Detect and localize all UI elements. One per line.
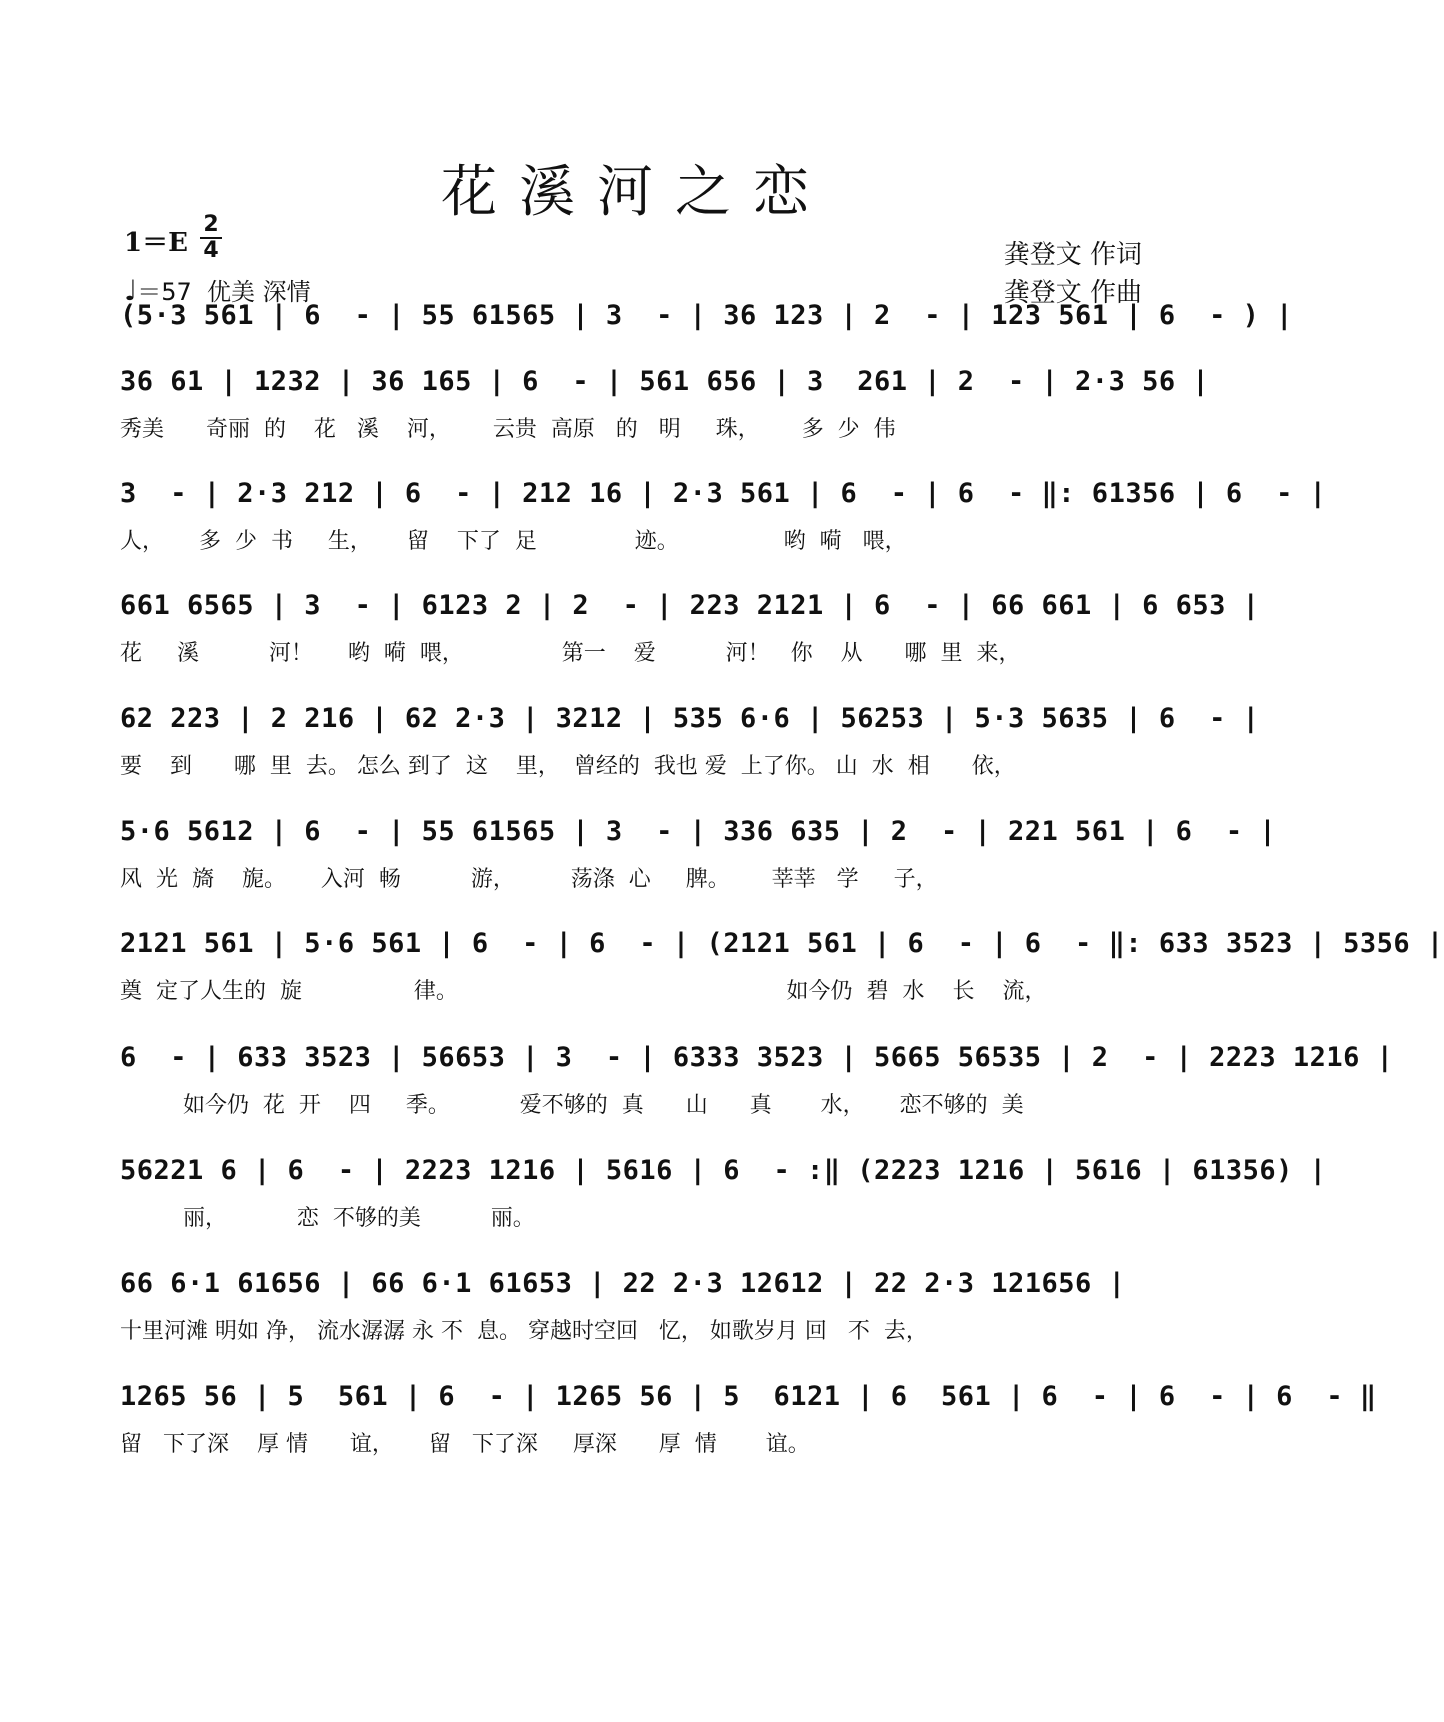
lyrics-row: 人， 多 少 书 生， 留 下了 足 迹。 哟 嗬 喂， bbox=[120, 529, 907, 554]
notation-row: (5·3 561 | 6 - | 55 61565 | 3 - | 36 123 | 2 - | 123 561 | 6 - ) | bbox=[120, 300, 1293, 331]
time-signature-top: 2 bbox=[203, 212, 219, 237]
lyrics-row: 花 溪 河！ 哟 嗬 喂， 第一 爱 河！ 你 从 哪 里 来， bbox=[120, 641, 1021, 666]
lyrics-row: 要 到 哪 里 去。 怎么 到了 这 里， 曾经的 我也 爱 上了你。 山 水 相 依， bbox=[120, 754, 1016, 779]
lyrics-row: 十里河滩 明如 净， 流水潺潺 永 不 息。 穿越时空回 忆， 如歌岁月 回 不 去， bbox=[120, 1319, 928, 1344]
lyrics-row: 丽， 恋 不够的美 丽。 bbox=[120, 1206, 535, 1231]
lyrics-row: 留 下了深 厚 情 谊， 留 下了深 厚深 厚 情 谊。 bbox=[120, 1432, 810, 1457]
notation-row: 661 6565 | 3 - | 6123 2 | 2 - | 223 2121 | 6 - | 66 661 | 6 653 | bbox=[120, 590, 1260, 621]
lyrics-row: 奠 定了人生的 旋 律。 如今仍 碧 水 长 流， bbox=[120, 979, 1047, 1004]
composer-credit: 龚登文 作曲 bbox=[1003, 278, 1142, 308]
notation-row: 2121 561 | 5·6 561 | 6 - | 6 - | (2121 561 | 6 - | 6 - ‖: 633 3523 | 5356 | bbox=[120, 928, 1444, 959]
tempo-expression: 优美 深情 bbox=[207, 278, 311, 306]
notation-row: 36 61 | 1232 | 36 165 | 6 - | 561 656 | 3 261 | 2 - | 2·3 56 | bbox=[120, 366, 1210, 397]
notation-row: 56221 6 | 6 - | 2223 1216 | 5616 | 6 - :‖ (2223 1216 | 5616 | 61356) | bbox=[120, 1155, 1327, 1186]
notation-row: 5·6 5612 | 6 - | 55 61565 | 3 - | 336 635 | 2 - | 221 561 | 6 - | bbox=[120, 816, 1277, 847]
notation-row: 6 - | 633 3523 | 56653 | 3 - | 6333 3523 | 5665 56535 | 2 - | 2223 1216 | bbox=[120, 1042, 1394, 1073]
lyrics-row: 秀美 奇丽 的 花 溪 河， 云贵 高原 的 明 珠， 多 少 伟 bbox=[120, 417, 896, 442]
notation-row: 66 6·1 61656 | 66 6·1 61653 | 22 2·3 12612 | 22 2·3 121656 | bbox=[120, 1268, 1126, 1299]
lyrics-row: 如今仍 花 开 四 季。 爱不够的 真 山 真 水， 恋不够的 美 bbox=[120, 1093, 1024, 1118]
lyricist-credit: 龚登文 作词 bbox=[1003, 240, 1142, 270]
key-signature: 1＝E bbox=[124, 228, 188, 258]
quarter-note-icon: ♩ bbox=[124, 274, 138, 307]
lyrics-row: 风 光 旖 旎。 入河 畅 游， 荡涤 心 脾。 莘莘 学 子， bbox=[120, 867, 938, 892]
notation-row: 62 223 | 2 216 | 62 2·3 | 3212 | 535 6·6 | 56253 | 5·3 5635 | 6 - | bbox=[120, 703, 1260, 734]
time-signature bbox=[200, 214, 222, 262]
time-signature-bottom: 4 bbox=[203, 238, 219, 263]
tempo-bpm: ＝57 bbox=[137, 278, 192, 306]
notation-row: 1265 56 | 5 561 | 6 - | 1265 56 | 5 6121 | 6 561 | 6 - | 6 - | 6 - ‖ bbox=[120, 1381, 1377, 1412]
song-title: 花溪河之恋 bbox=[441, 160, 831, 225]
notation-row: 3 - | 2·3 212 | 6 - | 212 16 | 2·3 561 | 6 - | 6 - ‖: 61356 | 6 - | bbox=[120, 478, 1327, 509]
